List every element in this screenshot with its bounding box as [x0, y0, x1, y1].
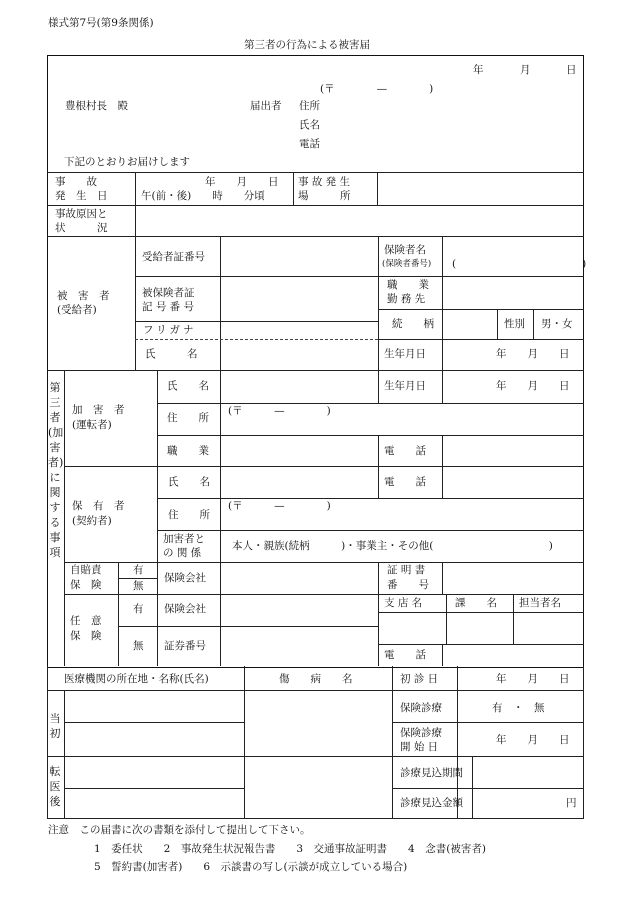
yen-unit: 円	[566, 797, 577, 809]
divider	[497, 309, 498, 339]
initial-label: 当初	[49, 712, 61, 740]
first-visit-label: 初 診 日	[400, 673, 439, 685]
divider	[244, 666, 245, 818]
treatment-start-label-2: 開 始 日	[400, 741, 439, 753]
section-label: 課 名	[455, 597, 497, 609]
divider	[47, 690, 584, 691]
treatment-start-label-1: 保険診療	[400, 727, 442, 739]
insured-cert-label-1: 被保険者証	[142, 287, 195, 299]
certificate-label-2: 番 号	[387, 579, 429, 591]
insurance-treatment-value[interactable]: 有 ・ 無	[492, 702, 545, 714]
perp-postal[interactable]: (〒 — )	[228, 405, 331, 417]
note-items-1: 1 委任状 2 事故発生状況報告書 3 交通事故証明書 4 念書(被害者)	[94, 843, 486, 855]
divider	[64, 594, 584, 595]
voluntary-company-label: 保険会社	[164, 603, 206, 615]
divider	[378, 370, 379, 403]
accident-date-label-2: 発 生 日	[55, 190, 108, 202]
divider	[47, 236, 584, 237]
divider	[157, 403, 584, 404]
divider	[47, 370, 584, 371]
notifier-label: 届出者	[250, 100, 282, 112]
divider	[533, 309, 534, 339]
treatment-start-value[interactable]: 年 月 日	[496, 734, 570, 746]
note-lead: 注意 この届書に次の書類を添付して提出して下さい。	[48, 824, 311, 836]
voluntary-no[interactable]: 無	[133, 640, 144, 652]
victim-birth-label: 生年月日	[384, 348, 426, 360]
divider	[378, 309, 584, 310]
date-day[interactable]: 日	[566, 64, 577, 76]
divider	[157, 498, 584, 499]
relation-label-1: 加害者と	[163, 533, 205, 545]
accident-date-value[interactable]: 年 月 日	[205, 176, 279, 188]
divider	[472, 756, 473, 818]
header-postal[interactable]: (〒 — )	[320, 83, 434, 95]
insurance-treatment-label: 保険診療	[400, 702, 442, 714]
statement: 下記のとおりお届けします	[64, 156, 190, 168]
divider	[392, 788, 584, 789]
relation-label-2: の 関 係	[163, 547, 202, 559]
relation-label: 続 柄	[392, 318, 434, 330]
owner-name-label: 氏 名	[168, 476, 210, 488]
owner-label-2: (契約者)	[72, 515, 112, 527]
divider	[378, 339, 584, 340]
divider	[64, 370, 65, 666]
divider	[118, 626, 157, 627]
owner-postal[interactable]: (〒 — )	[228, 500, 331, 512]
owner-phone-label: 電 話	[384, 476, 426, 488]
divider	[157, 626, 378, 627]
vol-phone-label: 電 話	[384, 649, 426, 661]
branch-label: 支 店 名	[384, 597, 423, 609]
divider	[135, 339, 378, 340]
divider	[378, 236, 379, 370]
owner-label-1: 保 有 者	[72, 500, 125, 512]
furigana-label: フリガナ	[143, 324, 197, 336]
victim-birth-value[interactable]: 年 月 日	[496, 348, 570, 360]
perp-occupation-label: 職 業	[167, 445, 209, 457]
person-label: 担当者名	[519, 597, 561, 609]
perp-phone-label: 電 話	[384, 445, 426, 457]
compulsory-yes[interactable]: 有	[133, 564, 144, 576]
accident-place-label-2: 場 所	[298, 190, 351, 202]
workplace-label-1: 職 業	[387, 279, 429, 291]
perpetrator-label-2: (運転者)	[72, 419, 112, 431]
insurer-label-1: 保険者名	[384, 244, 426, 256]
insurer-value[interactable]: ( )	[452, 258, 587, 270]
divider	[220, 370, 221, 666]
divider	[157, 435, 584, 436]
divider	[378, 435, 379, 499]
divider	[157, 530, 584, 531]
page-title: 第三者の行為による被害届	[244, 39, 370, 51]
voluntary-label-1: 任 意	[70, 615, 102, 627]
accident-date-label-1: 事 故	[55, 176, 97, 188]
institution-header: 医療機関の所在地・名称(氏名)	[64, 673, 209, 685]
divider	[377, 172, 378, 205]
divider	[442, 370, 443, 403]
divider	[442, 644, 443, 666]
divider	[442, 435, 443, 499]
owner-address-label: 住 所	[168, 509, 210, 521]
cause-label-2: 状 況	[55, 222, 108, 234]
note-items-2: 5 誓約書(加害者) 6 示談書の写し(示談が成立している場合)	[94, 861, 408, 873]
divider	[47, 205, 584, 206]
divider	[513, 594, 514, 644]
notifier-phone-label: 電話	[299, 138, 320, 150]
form-number: 様式第7号(第9条関係)	[48, 17, 154, 29]
sex-value[interactable]: 男・女	[541, 318, 573, 330]
divider	[378, 612, 584, 613]
accident-place-label-1: 事 故 発 生	[298, 176, 351, 188]
victim-label-2: (受給者)	[57, 304, 97, 316]
expected-amount-label: 診療見込金額	[400, 797, 463, 809]
certificate-label-1: 証 明 書	[387, 564, 426, 576]
injury-header: 傷 病 名	[279, 673, 353, 685]
divider	[457, 666, 458, 818]
divider	[446, 594, 447, 644]
divider	[135, 172, 136, 236]
victim-name-label: 氏 名	[145, 348, 198, 360]
perp-address-label: 住 所	[167, 412, 209, 424]
notifier-address-label: 住所	[299, 100, 320, 112]
notifier-name-label: 氏名	[299, 119, 320, 131]
date-month[interactable]: 月	[520, 64, 531, 76]
divider	[392, 666, 393, 818]
transfer-label: 転医後	[49, 765, 61, 808]
divider	[442, 562, 443, 594]
insurer-label-2: (保険者番号)	[382, 259, 432, 269]
perp-birth-label: 生年月日	[384, 380, 426, 392]
perp-name-label: 氏 名	[167, 380, 209, 392]
voluntary-label-2: 保 険	[70, 630, 102, 642]
date-year[interactable]: 年	[473, 64, 484, 76]
divider	[64, 722, 244, 723]
divider	[135, 321, 378, 322]
divider	[64, 788, 244, 789]
divider	[47, 756, 584, 757]
relation-value[interactable]: 本人・親族(続柄 )・事業主・その他( )	[232, 540, 553, 552]
compulsory-company-label: 保険会社	[164, 572, 206, 584]
victim-label-1: 被 害 者	[57, 290, 110, 302]
perp-birth-value[interactable]: 年 月 日	[496, 380, 570, 392]
divider	[64, 562, 584, 563]
compulsory-no[interactable]: 無	[133, 580, 144, 592]
divider	[392, 722, 584, 723]
divider	[442, 236, 443, 370]
divider	[64, 690, 65, 818]
divider	[220, 236, 221, 370]
sex-label: 性別	[504, 318, 525, 330]
workplace-label-2: 勤 務 先	[387, 293, 426, 305]
divider	[64, 466, 584, 467]
divider	[135, 276, 584, 277]
compulsory-label-2: 保 険	[70, 579, 102, 591]
perpetrator-label-1: 加 害 者	[72, 404, 125, 416]
first-visit-value[interactable]: 年 月 日	[496, 673, 570, 685]
policy-no-label: 証券番号	[164, 640, 206, 652]
cert-no-label: 受給者証番号	[142, 251, 205, 263]
addressee: 豊根村長 殿	[65, 100, 128, 112]
divider	[47, 172, 584, 173]
expected-period-label: 診療見込期間	[400, 767, 463, 779]
divider	[293, 172, 294, 205]
compulsory-label-1: 自賠責	[70, 564, 102, 576]
voluntary-yes[interactable]: 有	[133, 603, 144, 615]
divider	[378, 644, 584, 645]
divider	[118, 578, 157, 579]
divider	[378, 562, 379, 666]
divider	[135, 236, 136, 370]
cause-label-1: 事故原因と	[55, 208, 108, 220]
insured-cert-label-2: 記 号 番 号	[142, 301, 195, 313]
accident-time-value[interactable]: 午(前・後) 時 分頃	[141, 190, 265, 202]
divider	[157, 370, 158, 666]
third-party-section-title: 第三者(加害者)に関する事項	[48, 381, 64, 559]
